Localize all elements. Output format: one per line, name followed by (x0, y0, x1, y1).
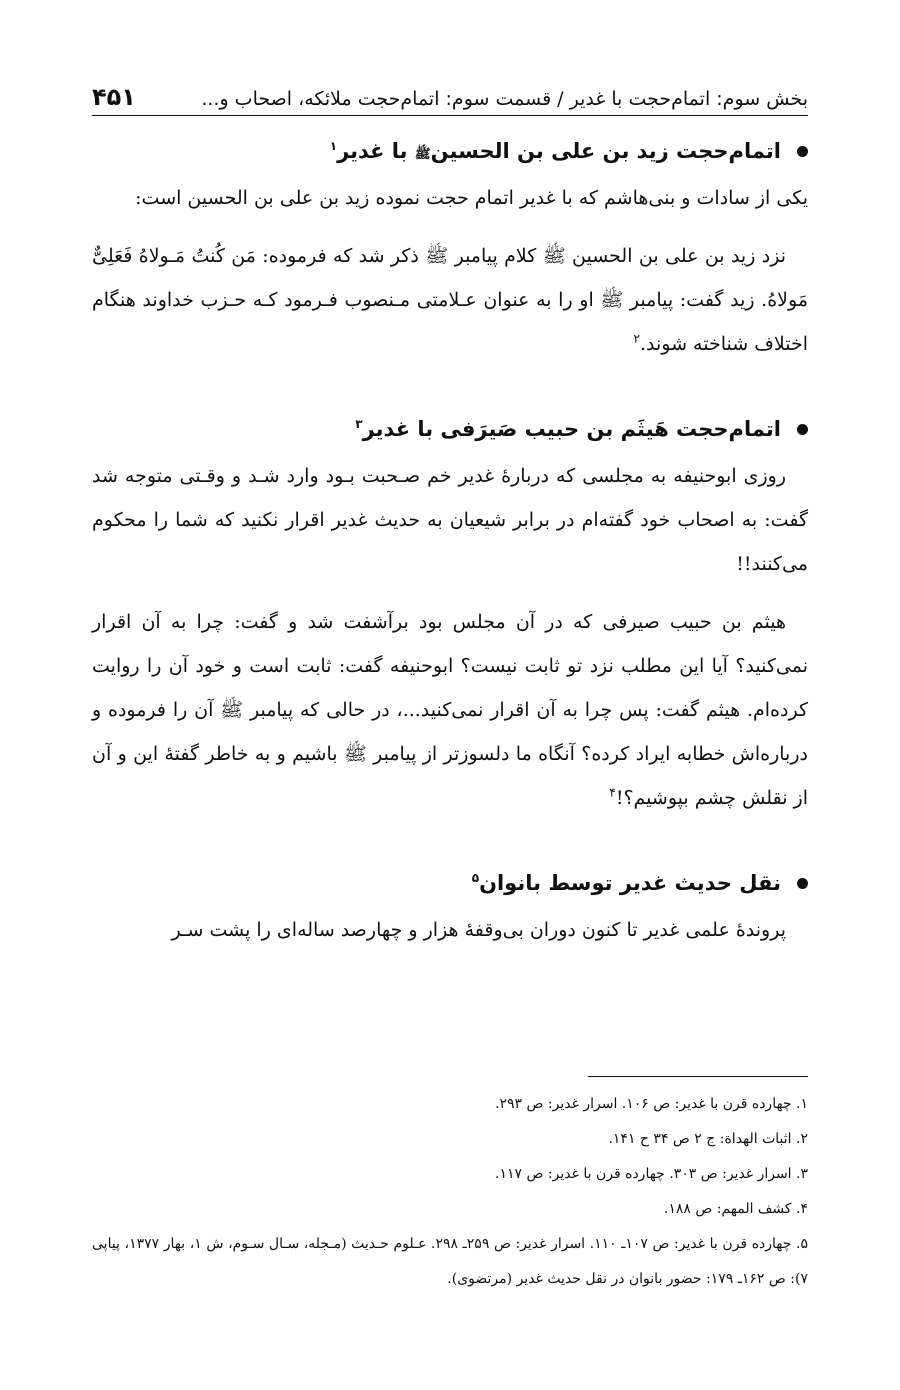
section-heading-zayd (92, 132, 808, 172)
page-body (92, 132, 808, 952)
paragraph: پروندهٔ علمی غدیر تا کنون دوران بی‌وقفهٔ هزار و چهارصد ساله‌ای را پشت سـر (171, 918, 786, 941)
section-title: نقل حدیث غدیر توسط بانوان (479, 870, 781, 895)
footnote: ۲. اثبات الهداة: ج ۲ ص ۳۴ ح ۱۴۱. (608, 1131, 808, 1147)
paragraph: یکی از سادات و بنی‌هاشم که با غدیر اتمام حجت نموده زید بن علی بن الحسین است: (135, 186, 808, 209)
page-header (92, 72, 808, 116)
salutation-glyph: ﷺ (414, 147, 431, 162)
footnote-divider (588, 1076, 808, 1077)
paragraph: هیثم بن حبیب صیرفی که در آن مجلس بود برآشفت شد و گفت: چرا به آن اقرار نمی‌کنید؟ آیا این مطلب نزد تو ثابت نیست؟ ابوحنیفه گفت: ثابت است و خود آن را روایت کرده‌ام. هیثم گفت: پس چرا به آن اقرار نمی‌کنید...، در حالی که پیامبر ﷺ آن را فرموده و درباره‌اش خطابه ایراد کرده؟ آنگاه ما دلسوزتر از پیامبر ﷺ باشیم و به خاطر گفتهٔ این و آن از نقلش چشم بپوشیم؟!$^۴$ (92, 610, 808, 809)
section-heading-haytham (92, 410, 808, 450)
section-title-tail: با غدیر (337, 139, 415, 163)
bullet-icon (797, 878, 808, 889)
bullet-icon (797, 146, 808, 157)
section-heading-women-narrators (92, 864, 808, 904)
section-title: اتمام‌حجت هَیثَم بن حبیب صَیرَفی با غدیر (362, 416, 781, 441)
footnote-ref: ۲ (633, 331, 640, 346)
page-number: ۴۵۱ (92, 83, 136, 111)
section-title: اتمام‌حجت زید بن علی بن الحسین (430, 139, 781, 163)
running-head: بخش سوم: اتمام‌حجت با غدیر / قسمت سوم: اتمام‌حجت ملائکه، اصحاب و... (201, 88, 808, 110)
footnotes (92, 1076, 808, 1297)
paragraph: روزی ابوحنیفه به مجلسی که دربارهٔ غدیر خم صـحبت بـود وارد شـد و وقـتی متوجه شد گفت: به اصحاب خود گفته‌ام در برابر شیعیان به حدیث غدیر اقرار نکنید که شما را محکوم می‌کنند!! (92, 464, 808, 575)
footnote: ۱. چهارده قرن با غدیر: ص ۱۰۶. اسرار غدیر: ص ۲۹۳. (495, 1096, 808, 1112)
bullet-icon (797, 424, 808, 435)
footnote: ۳. اسرار غدیر: ص ۳۰۳. چهارده قرن با غدیر: ص ۱۱۷. (495, 1166, 808, 1182)
footnote-ref: ۵ (471, 870, 480, 885)
footnote: ۵. چهارده قرن با غدیر: ص ۱۰۷ـ ۱۱۰. اسرار غدیر: ص ۲۵۹ـ ۲۹۸. عـلوم حـدیث (مـجله، سـال سـوم، ش ۱، بهار ۱۳۷۷، پیاپی ۷): ص ۱۶۲ـ ۱۷۹: حضور بانوان در نقل حدیث غدیر (مرتضوی). (92, 1236, 808, 1287)
footnote-ref: ۴ (609, 785, 616, 800)
footnote: ۴. کشف المهم: ص ۱۸۸. (663, 1201, 808, 1217)
footnote-ref: ۳ (355, 416, 363, 431)
paragraph: نزد زید بن علی بن الحسین ﷺ کلام پیامبر ﷺ ذکر شد که فرموده: مَن کُنتُ مَـولاهُ فَعَلِیٌّ مَولاهُ. زید گفت: پیامبر ﷺ او را به عنوان عـلامتی مـنصوب فـرمود کـه حـزب خداوند هنگام اختلاف شناخته شوند.$^۲$ (92, 244, 808, 355)
footnote-ref: ۱ (329, 139, 338, 153)
